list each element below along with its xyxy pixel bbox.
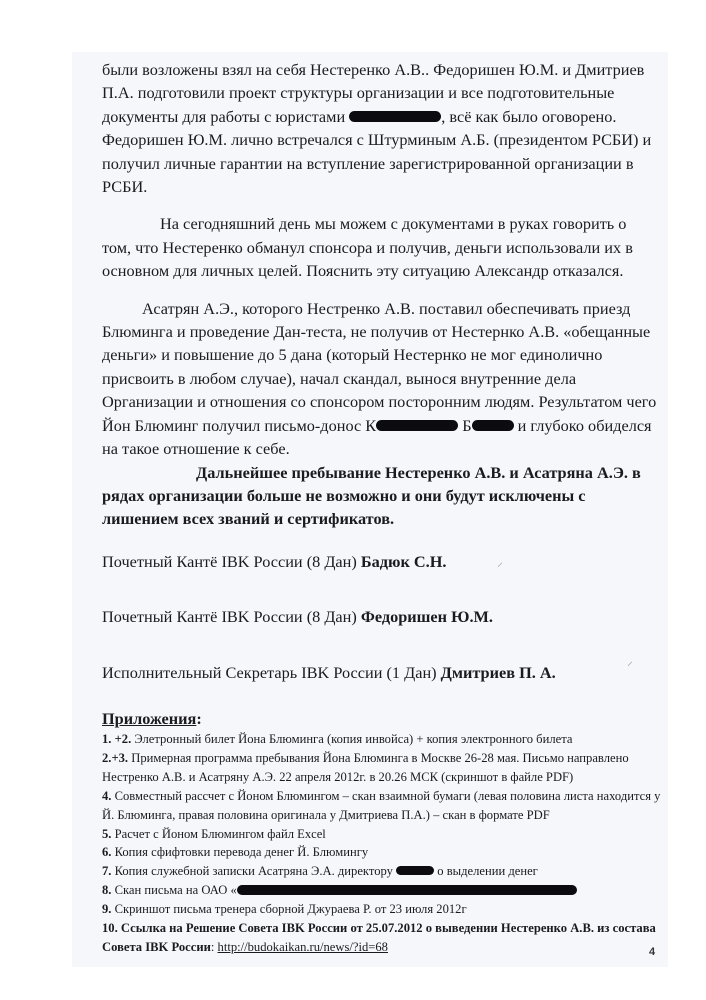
list-item: 8. Скан письма на ОАО « <box>102 881 662 900</box>
list-item: 5. Расчет с Йоном Блюмингом файл Excel <box>102 826 326 841</box>
scan-artifact: ⸝ <box>627 654 634 668</box>
redaction-mark <box>349 111 441 122</box>
page-number: 4 <box>649 946 656 958</box>
news-link[interactable]: http://budokaikan.ru/news/?id=68 <box>217 939 388 954</box>
signature-line: Исполнительный Секретарь IBK России (1 Дан) Дмитриев П. А. <box>102 663 556 682</box>
list-item: 10. Ссылка на Решение Совета IBK России от 25.07.2012 о выведении Нестеренко А.В. из состава Совета IBK России: http://budokaikan.ru/news/?id=68 <box>102 921 656 954</box>
list-item: 4. Совместный рассчет с Йоном Блюмингом – скан взаимной бумаги (левая половина листа находится у Й. Блюминга, правая половина оригинала у Дмитриева П.А.) – скан в формате PDF <box>102 788 661 822</box>
list-item: 1. +2. Элетронный билет Йона Блюминга (копия инвойса) + копия электронного билета <box>102 732 573 746</box>
redaction-mark <box>237 885 577 895</box>
list-item: 9. Скриншот письма тренера сборной Джураева Р. от 23 июля 2012г <box>102 902 467 917</box>
appendix-list <box>102 730 662 957</box>
paragraph-3: Асатрян А.Э., которого Нестренко А.В. поставил обеспечивать приезд Блюминга и проведение Дан-теста, не получив от Нестернко А.В. «обещанные деньги» и повышение до 5 дана (который Нестернко не мог единолично присвоить в любом случае), начал скандал, вынося внутренние дела Организации и отношения со спонсором посторонним людям. Результатом чего Йон Блюминг получил письмо-донос К Б и глубоко обиделся на такое отношение к себе. <box>102 298 657 459</box>
appendix-title: Приложения: <box>102 709 202 728</box>
redaction-mark <box>396 866 434 875</box>
list-item: 7. Копия служебной записки Асатряна Э.А. директору о выделении денег <box>102 864 538 879</box>
scan-artifact: ⸝ <box>497 555 504 569</box>
signature-line: Почетный Кантё IBK России (8 Дан) Федоришен Ю.М. <box>102 607 493 626</box>
appendix-section <box>102 708 662 957</box>
redaction-mark <box>376 420 458 431</box>
paragraph-1: были возложены взял на себя Нестеренко А.В.. Федоришен Ю.М. и Дмитриев П.А. подготовили проект структуры организации и все подготовительные документы для работы с юристами , всё как было оговорено. Федоришен Ю.М. лично встречался с Штурминым А.Б. (президентом РСБИ) и получил личные гарантии на вступление зарегистрированной организации в РСБИ. <box>102 60 652 197</box>
list-item: 6. Копия сфифтовки перевода денег Й. Блюмингу <box>102 845 369 860</box>
paragraph-2: На сегодняшний день мы можем с документами в руках говорить о том, что Нестеренко обманул спонсора и получив, деньги использовали их в основном для личных целей. Пояснить эту ситуацию Александр отказался. <box>102 214 633 281</box>
signature-line: Почетный Кантё IBK России (8 Дан) Бадюк С.Н. <box>102 552 447 571</box>
list-item: 2.+3. Примерная программа пребывания Йона Блюминга в Москве 26-28 мая. Письмо направлено Нестренко А.В. и Асатряну А.Э. 22 апреля 2012г. в 20.26 МСК (скриншот в файле PDF) <box>102 750 629 784</box>
redaction-mark <box>472 420 514 431</box>
document-body <box>102 58 657 531</box>
paragraph-4-resolution: Дальнейшее пребывание Нестеренко А.В. и Асатряна А.Э. в рядах организации больше не возможно и они будут исключены с лишением всех званий и сертификатов. <box>102 462 641 529</box>
